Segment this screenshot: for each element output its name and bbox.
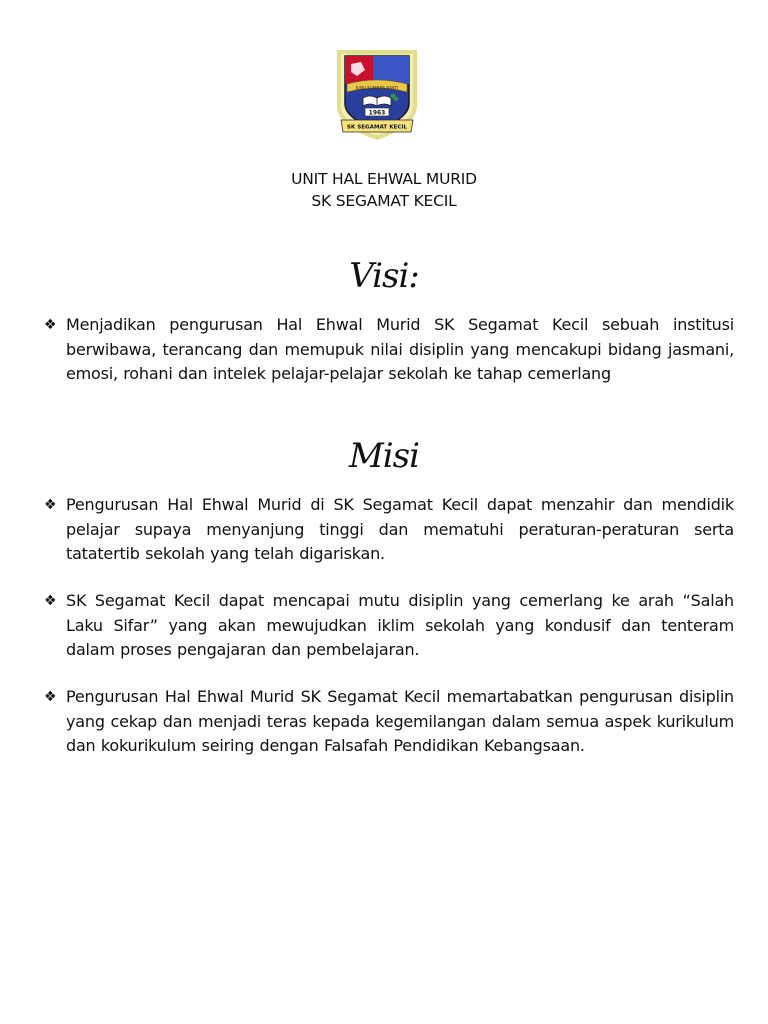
misi-text: Pengurusan Hal Ehwal Murid SK Segamat Kecil memartabatkan pengurusan disiplin yang cekap dan menjadi teras kepada kegemilangan dalam semua aspek kurikulum dan kokurikulum seiring dengan Falsafah Pendidikan Kebangsaan.: [66, 687, 734, 755]
misi-heading: Misi: [348, 436, 419, 476]
misi-item: [44, 685, 734, 759]
logo-motto: ILMU SUMBER BAKTI: [355, 85, 399, 91]
school-name: SK SEGAMAT KECIL: [311, 192, 457, 210]
diamond-bullet-icon: ❖: [44, 593, 57, 609]
visi-text: Menjadikan pengurusan Hal Ehwal Murid SK Segamat Kecil sebuah institusi berwibawa, terancang dan memupuk nilai disiplin yang mencakupi bidang jasmani, emosi, rohani dan intelek pelajar-pelajar sekolah ke tahap cemerlang: [66, 315, 734, 383]
misi-item: [44, 589, 734, 663]
visi-item: [44, 313, 734, 387]
diamond-bullet-icon: ❖: [44, 497, 57, 513]
logo-year: 1963: [368, 109, 386, 117]
school-crest-icon: [331, 46, 423, 142]
diamond-bullet-icon: ❖: [44, 317, 57, 333]
diamond-bullet-icon: ❖: [44, 689, 57, 705]
misi-text: Pengurusan Hal Ehwal Murid di SK Segamat Kecil dapat menzahir dan mendidik pelajar supaya menyanjung tinggi dan mematuhi peraturan-peraturan serta tatatertib sekolah yang telah digariskan.: [66, 495, 734, 563]
logo-school-name: SK SEGAMAT KECIL: [346, 124, 408, 131]
misi-text: SK Segamat Kecil dapat mencapai mutu disiplin yang cemerlang ke arah “Salah Laku Sifar” yang akan mewujudkan iklim sekolah yang kondusif dan tenteram dalam proses pengajaran dan pembelajaran.: [66, 591, 734, 659]
unit-title: UNIT HAL EHWAL MURID: [291, 170, 477, 188]
misi-item: [44, 493, 734, 567]
visi-heading: Visi:: [349, 256, 419, 296]
school-crest-logo: [331, 46, 423, 142]
